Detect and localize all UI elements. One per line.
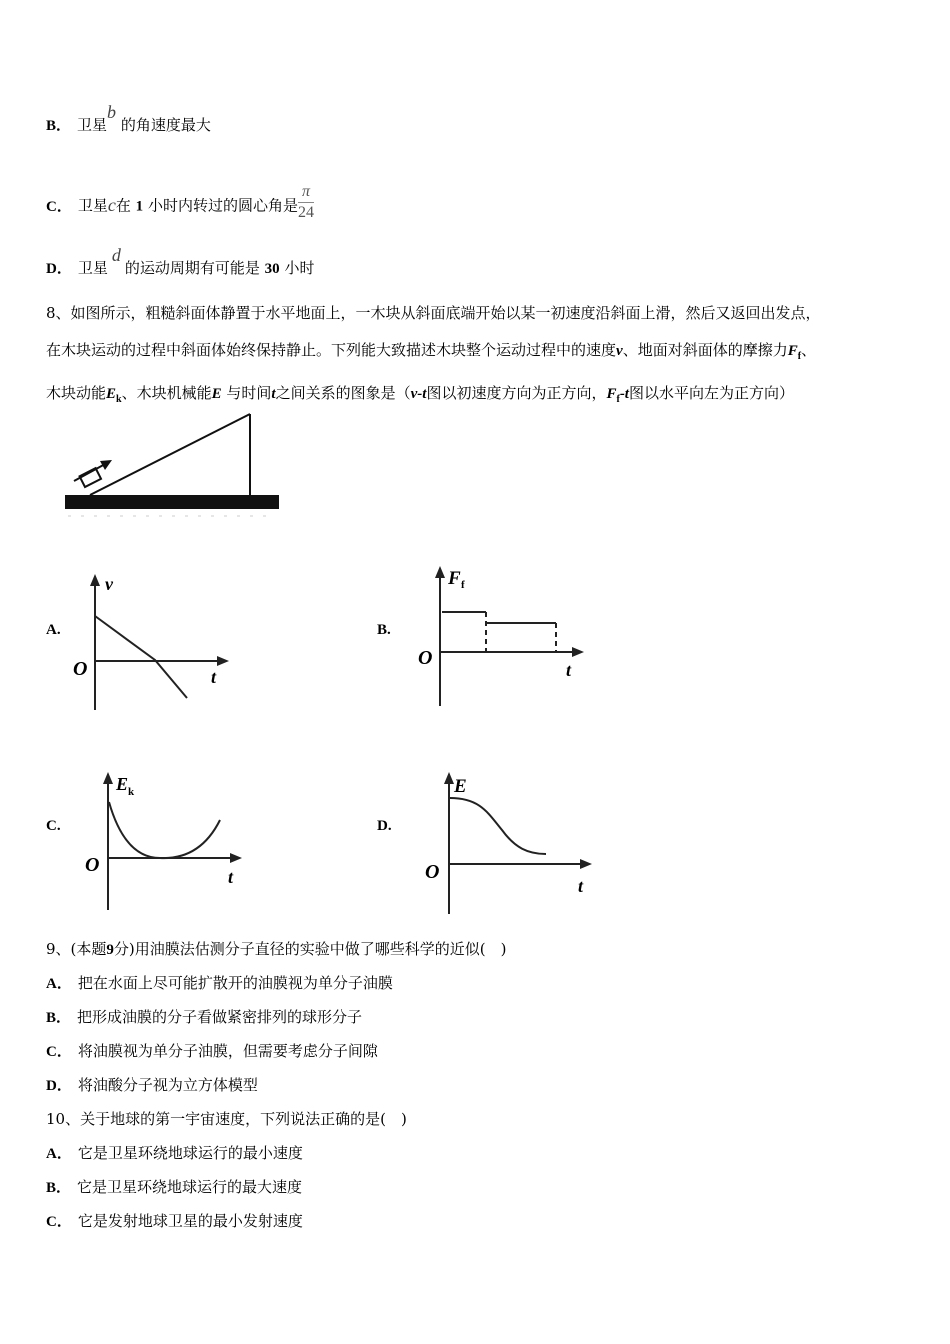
text: 分)用油膜法估测分子直径的实验中做了哪些科学的近似( ) bbox=[113, 940, 507, 958]
math-variable: b bbox=[107, 102, 117, 122]
option-label: C． bbox=[46, 1214, 72, 1230]
var-t: t bbox=[271, 386, 276, 402]
text: 木块动能 bbox=[46, 384, 107, 402]
var-E: E bbox=[106, 386, 117, 402]
option-label: B． bbox=[46, 118, 72, 134]
block bbox=[80, 468, 101, 487]
option-label: D． bbox=[46, 1078, 72, 1094]
number: 1 bbox=[135, 198, 144, 215]
fraction-numerator: π bbox=[298, 182, 314, 203]
option-label: D． bbox=[46, 261, 72, 277]
option-label: B． bbox=[46, 1010, 72, 1026]
x-axis-label: t bbox=[578, 876, 584, 896]
text: 在木块运动的过程中斜面体始终保持静止。下列能大致描述木块整个运动过程中的速度 bbox=[46, 341, 617, 359]
y-axis-subscript: k bbox=[128, 786, 135, 798]
option-text: 小时 bbox=[284, 259, 315, 277]
option-text: 把形成油膜的分子看做紧密排列的球形分子 bbox=[77, 1008, 363, 1026]
x-axis-label: t bbox=[566, 660, 572, 680]
option-text: 在 bbox=[115, 196, 131, 215]
graph-d-mechanical-energy-time bbox=[420, 768, 600, 916]
option-text: 小时内转过的圆心角是 bbox=[147, 196, 298, 215]
text: 、 bbox=[801, 341, 817, 359]
number: 30 bbox=[264, 261, 280, 277]
y-axis-subscript: f bbox=[461, 579, 465, 591]
option-label: C． bbox=[46, 1044, 72, 1060]
graph-a-velocity-time bbox=[65, 570, 235, 710]
var-v: v bbox=[616, 343, 623, 359]
option-text: 将油酸分子视为立方体模型 bbox=[77, 1076, 258, 1094]
var-E: E bbox=[211, 386, 222, 402]
q10-option-a bbox=[46, 1143, 303, 1164]
var-F: F bbox=[787, 343, 798, 359]
q7-option-d bbox=[46, 245, 315, 279]
option-d-label: D. bbox=[377, 818, 392, 834]
math-variable: d bbox=[111, 245, 121, 265]
option-a-label: A. bbox=[46, 622, 61, 638]
y-axis-label: F bbox=[448, 568, 461, 589]
option-label: A． bbox=[46, 1146, 72, 1162]
option-text: 的运动周期有可能是 bbox=[124, 259, 260, 277]
text: 之间关系的图象是（ bbox=[275, 384, 411, 402]
option-text: 卫星 bbox=[77, 196, 108, 215]
origin-label: O bbox=[425, 861, 440, 883]
option-text: 卫星 bbox=[77, 259, 108, 277]
option-text: 它是发射地球卫星的最小发射速度 bbox=[77, 1212, 303, 1230]
q9-option-a bbox=[46, 973, 393, 994]
option-label: B． bbox=[46, 1180, 72, 1196]
var-vt: v-t bbox=[410, 386, 427, 402]
text: 、木块机械能 bbox=[121, 384, 212, 402]
text: 9、(本题 bbox=[46, 940, 107, 958]
q7-option-b bbox=[46, 102, 211, 136]
option-b-label: B. bbox=[377, 622, 391, 638]
origin-label: O bbox=[418, 647, 433, 669]
math-variable: c bbox=[107, 194, 116, 215]
text: 图以水平向左为正方向） bbox=[628, 384, 794, 402]
q8-line-1: 8、如图所示，粗糙斜面体静置于水平地面上，一木块从斜面底端开始以某一初速度沿斜面上滑，然后又返回出发点， bbox=[46, 304, 821, 322]
text: 图以初速度方向为正方向， bbox=[426, 384, 607, 402]
subscript: f bbox=[797, 351, 802, 362]
option-label: A． bbox=[46, 976, 72, 992]
q7-option-c bbox=[46, 183, 314, 227]
option-text: 它是卫星环绕地球运行的最大速度 bbox=[77, 1178, 303, 1196]
q9-option-c bbox=[46, 1041, 378, 1062]
q10-option-c bbox=[46, 1211, 303, 1232]
q10-stem: 10、关于地球的第一宇宙速度，下列说法正确的是( ) bbox=[46, 1110, 407, 1128]
option-text: 卫星 bbox=[77, 116, 108, 134]
subscript: f bbox=[616, 394, 620, 405]
origin-label: O bbox=[73, 658, 88, 680]
q10-option-b bbox=[46, 1177, 302, 1198]
number: 9 bbox=[106, 942, 114, 958]
fraction bbox=[298, 182, 314, 223]
graph-b-friction-time bbox=[410, 562, 590, 710]
q8-stem bbox=[46, 295, 906, 418]
option-c-label: C. bbox=[46, 818, 61, 834]
option-text: 把在水面上尽可能扩散开的油膜视为单分子油膜 bbox=[77, 974, 393, 992]
fraction-denominator: 24 bbox=[297, 204, 314, 221]
option-text: 它是卫星环绕地球运行的最小速度 bbox=[77, 1144, 303, 1162]
q8-line-2 bbox=[46, 332, 906, 375]
var-F: F bbox=[606, 386, 617, 402]
q9-stem bbox=[46, 939, 506, 960]
q9-option-b bbox=[46, 1007, 362, 1028]
text: 与时间 bbox=[226, 384, 272, 402]
incline-diagram bbox=[60, 408, 285, 520]
x-axis-label: t bbox=[228, 867, 234, 887]
option-text: 的角速度最大 bbox=[120, 116, 211, 134]
graph-c-kinetic-energy-time bbox=[80, 768, 250, 913]
text: 、地面对斜面体的摩擦力 bbox=[622, 341, 788, 359]
origin-label: O bbox=[85, 854, 100, 876]
var-t: -t bbox=[619, 386, 629, 402]
y-axis-label: E bbox=[116, 774, 129, 794]
option-label: C． bbox=[46, 198, 72, 215]
q9-option-d bbox=[46, 1075, 258, 1096]
y-axis-label: v bbox=[105, 574, 113, 594]
x-axis-label: t bbox=[211, 667, 217, 687]
y-axis-label: E bbox=[454, 776, 467, 797]
option-text: 将油膜视为单分子油膜，但需要考虑分子间隙 bbox=[77, 1042, 378, 1060]
subscript: k bbox=[116, 394, 122, 405]
